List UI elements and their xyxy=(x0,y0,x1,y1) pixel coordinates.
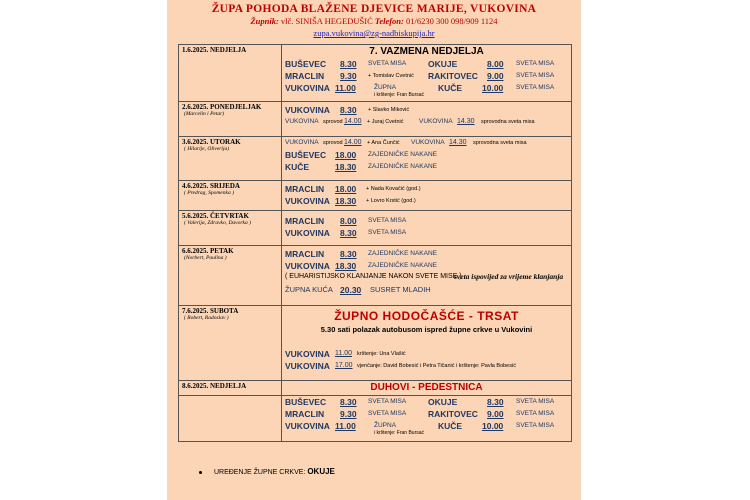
service-type: sprovod xyxy=(323,119,343,125)
schedule-line xyxy=(282,360,571,372)
day-date-cell xyxy=(179,246,282,306)
intention-note: + Juraj Cvetnić xyxy=(367,119,404,125)
schedule-line xyxy=(282,284,571,296)
day-saints: (Marcelin i Petar) xyxy=(184,111,225,117)
mass-type: SVETA MISA xyxy=(368,229,407,236)
place: VUKOVINA xyxy=(285,228,330,238)
day-events-cell xyxy=(282,246,572,306)
time: 8.30 xyxy=(340,228,357,238)
day-row xyxy=(179,211,572,246)
place: VUKOVINA xyxy=(285,118,319,125)
day-title-cell xyxy=(282,381,572,396)
schedule-table xyxy=(178,44,572,442)
place: ŽUPNA KUĆA xyxy=(285,285,333,294)
place: MRACLIN xyxy=(285,216,325,226)
day-saints: ( Predrag, Spomenka ) xyxy=(184,190,234,196)
adoration-note: sveta ispovijed za vrijeme klanjanja xyxy=(454,272,564,281)
schedule-line xyxy=(282,408,571,420)
day-saints: (Norbert, Paulina ) xyxy=(184,255,227,261)
intention-note: + Tomislav Cvetnić xyxy=(368,73,414,79)
day-date: 3.6.2025. UTORAK xyxy=(182,138,241,146)
day-row xyxy=(179,45,572,102)
day-row xyxy=(179,306,572,381)
mass-type: SVETA MISA xyxy=(368,398,407,405)
place: BUŠEVEC xyxy=(285,397,327,407)
place: RAKITOVEC xyxy=(428,409,478,419)
place: VUKOVINA xyxy=(285,361,330,371)
event-note: krštenje: Una Vlašić xyxy=(357,351,406,357)
intention-note: + Nada Kovačić (god.) xyxy=(366,186,421,192)
phone-numbers: 01/6230 300 098/909 1124 xyxy=(406,16,498,26)
place: VUKOVINA xyxy=(285,261,330,271)
adoration-line xyxy=(282,272,571,284)
schedule-line xyxy=(282,183,571,195)
schedule-line xyxy=(282,116,571,128)
time: 20.30 xyxy=(340,285,362,295)
day-row xyxy=(179,381,572,396)
time: 17.00 xyxy=(335,362,353,369)
day-row xyxy=(179,396,572,442)
place: MRACLIN xyxy=(285,409,325,419)
mass-type: SVETA MISA xyxy=(516,398,555,405)
place: VUKOVINA xyxy=(285,196,330,206)
place: VUKOVINA xyxy=(419,118,453,125)
place: RAKITOVEC xyxy=(428,71,478,81)
schedule-line xyxy=(282,227,571,239)
schedule-line xyxy=(282,396,571,408)
day-date-cell xyxy=(179,306,282,381)
day-date-cell xyxy=(179,102,282,137)
time: 11.00 xyxy=(335,421,356,431)
pilgrimage-subtitle: 5.30 sati polazak autobusom ispred župne crkve u Vukovini xyxy=(320,325,533,334)
schedule-line xyxy=(282,420,571,432)
day-saints: ( Valerija, Zdravko, Davorka ) xyxy=(184,220,251,226)
place: VUKOVINA xyxy=(411,139,445,146)
time: 9.30 xyxy=(340,409,357,419)
mass-type: SVETA MISA xyxy=(516,72,555,79)
email-link[interactable]: zupa.vukovina@zg-nadbiskupija.hr xyxy=(313,28,435,38)
schedule-line xyxy=(282,149,571,161)
time: 8.00 xyxy=(487,59,504,69)
intention-note: + Slavko Miković xyxy=(368,107,410,113)
place: OKUJE xyxy=(428,397,458,407)
time: 14.30 xyxy=(457,118,475,125)
place: VUKOVINA xyxy=(285,421,330,431)
mass-type: SVETA MISA xyxy=(516,84,555,91)
day-saints: ( Hilarije, Oliverija) xyxy=(184,146,230,152)
pilgrimage-title: ŽUPNO HODOČAŠĆE - TRSAT xyxy=(334,309,519,323)
day-date-cell xyxy=(179,381,282,396)
place: MRACLIN xyxy=(285,184,325,194)
day-events-cell xyxy=(282,102,572,137)
day-date: 2.6.2025. PONEDJELJAK xyxy=(182,103,262,111)
day-events-cell xyxy=(282,396,572,442)
schedule-line xyxy=(282,82,571,94)
mass-type: SVETA MISA xyxy=(516,60,555,67)
intention-note: sprovodna sveta misa xyxy=(481,119,535,125)
event-note: vjenčanje: David Bobesić i Petra Tičanić i krštenje: Pavla Bobesić xyxy=(357,363,516,369)
time: 14.00 xyxy=(344,118,362,125)
intention-note: + Ana Čunčić xyxy=(367,140,400,146)
cleaning-village: OKUJE xyxy=(307,467,335,476)
day-events-cell xyxy=(282,306,572,381)
day-date-cell xyxy=(179,45,282,102)
schedule-line xyxy=(282,260,571,272)
day-date-cell xyxy=(179,181,282,211)
time: 11.00 xyxy=(335,350,352,357)
place: KUČE xyxy=(438,421,463,431)
time: 8.00 xyxy=(340,216,357,226)
schedule-line xyxy=(282,348,571,360)
bulletin-page xyxy=(167,0,581,500)
time: 8.30 xyxy=(487,397,504,407)
mass-type: ZAJEDNIČKE NAKANE xyxy=(368,151,437,158)
time: 8.30 xyxy=(340,249,357,259)
mass-type: ZAJEDNIČKE NAKANE xyxy=(368,250,437,257)
sub-note xyxy=(282,432,571,439)
place: KUČE xyxy=(285,162,310,172)
pastor-label: Župnik: xyxy=(250,16,279,26)
day-events-cell xyxy=(282,211,572,246)
day-date: 7.6.2025. SUBOTA xyxy=(182,307,239,315)
day-events-cell xyxy=(282,45,572,102)
day-saints: ( Robert, Radoslav ) xyxy=(184,315,229,321)
place: MRACLIN xyxy=(285,71,325,81)
place: OKUJE xyxy=(428,59,458,69)
day-row xyxy=(179,181,572,211)
intention-note: + Lovro Krstić (god.) xyxy=(366,198,416,204)
place: VUKOVINA xyxy=(285,139,319,146)
day-events-cell xyxy=(282,181,572,211)
place: BUŠEVEC xyxy=(285,150,327,160)
time: 8.30 xyxy=(340,59,357,69)
day-date: 6.6.2025. PETAK xyxy=(182,247,234,255)
schedule-line xyxy=(282,104,571,116)
day-row xyxy=(179,137,572,181)
time: 18.00 xyxy=(335,184,357,194)
day-title: DUHOVI - PEDESTNICA xyxy=(370,382,483,393)
schedule-line xyxy=(282,248,571,260)
time: 14.00 xyxy=(344,139,362,146)
mass-type: SVETA MISA xyxy=(368,410,407,417)
cleaning-label: UREĐENJE ŽUPNE CRKVE: xyxy=(213,469,306,476)
schedule-line xyxy=(282,161,571,173)
schedule-line xyxy=(282,215,571,227)
time: 9.30 xyxy=(340,71,357,81)
schedule-line xyxy=(282,137,571,149)
baptism-note: i krštenje: Fran Bursać xyxy=(374,92,425,98)
time: 18.30 xyxy=(335,261,357,271)
pastor-name: vlč. SINIŠA HEGEDUŠIĆ xyxy=(280,16,373,26)
place: VUKOVINA xyxy=(285,105,330,115)
day-title: 7. VAZMENA NEDJELJA xyxy=(369,46,484,57)
place: MRACLIN xyxy=(285,249,325,259)
time: 18.30 xyxy=(335,162,357,172)
mass-type: ZAJEDNIČKE NAKANE xyxy=(368,262,437,269)
day-date-cell xyxy=(179,211,282,246)
mass-type: ZAJEDNIČKE NAKANE xyxy=(368,163,437,170)
time: 9.00 xyxy=(487,409,504,419)
time: 14.30 xyxy=(449,139,467,146)
adoration-text: ( EUHARISTIJSKO KLANJANJE NAKON SVETE MISE ) xyxy=(285,273,462,280)
day-events-cell xyxy=(282,137,572,181)
time: 18.00 xyxy=(335,150,357,160)
baptism-note: i krštenje: Fran Bursać xyxy=(374,430,425,436)
day-date: 5.6.2025. ČETVRTAK xyxy=(182,212,249,220)
event-type: SUSRET MLADIH xyxy=(370,285,431,294)
mass-type: SVETA MISA xyxy=(368,60,407,67)
mass-type: SVETA MISA xyxy=(516,410,555,417)
bullet-icon xyxy=(199,471,202,474)
church-cleaning-note xyxy=(199,467,335,476)
mass-type: ŽUPNA xyxy=(374,84,397,91)
place: KUČE xyxy=(438,83,463,93)
schedule-line xyxy=(282,70,571,82)
mass-type: ŽUPNA xyxy=(374,422,397,429)
time: 9.00 xyxy=(487,71,504,81)
parish-title: ŽUPA POHODA BLAŽENE DJEVICE MARIJE, VUKOVINA xyxy=(211,3,537,15)
schedule-line xyxy=(282,58,571,70)
mass-type: SVETA MISA xyxy=(516,422,555,429)
intention-note: sprovodna sveta misa xyxy=(473,140,527,146)
day-date: 8.6.2025. NEDJELJA xyxy=(182,382,247,390)
schedule-line xyxy=(282,195,571,207)
time: 10.00 xyxy=(482,421,504,431)
day-date-cell xyxy=(179,137,282,181)
time: 11.00 xyxy=(335,83,356,93)
day-date: 1.6.2025. NEDJELJA xyxy=(182,46,247,54)
sub-note xyxy=(282,94,571,101)
contact-line xyxy=(167,16,581,26)
day-row xyxy=(179,246,572,306)
time: 10.00 xyxy=(482,83,504,93)
time: 18.30 xyxy=(335,196,357,206)
place: VUKOVINA xyxy=(285,83,330,93)
mass-type: SVETA MISA xyxy=(368,217,407,224)
time: 8.30 xyxy=(340,105,357,115)
phone-label: Telefon: xyxy=(374,16,404,26)
place: BUŠEVEC xyxy=(285,59,327,69)
day-date-cell xyxy=(179,396,282,442)
place: VUKOVINA xyxy=(285,349,330,359)
day-date: 4.6.2025. SRIJEDA xyxy=(182,182,240,190)
time: 8.30 xyxy=(340,397,357,407)
service-type: sprovod xyxy=(323,140,343,146)
day-row xyxy=(179,102,572,137)
